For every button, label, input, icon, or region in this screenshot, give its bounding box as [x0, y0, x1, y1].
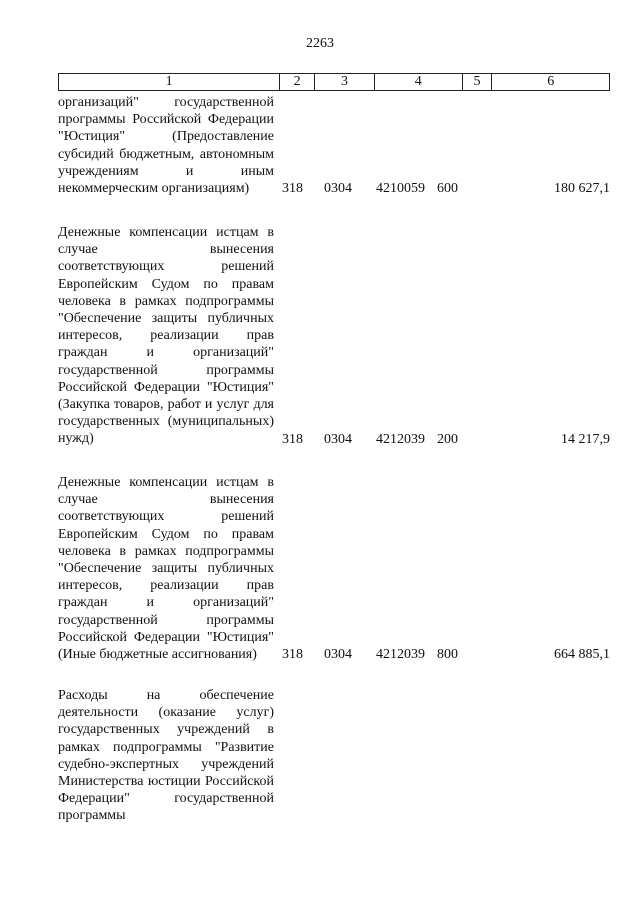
header-col-5: 5 — [463, 74, 493, 90]
row-values — [58, 645, 610, 663]
table-row — [58, 224, 610, 448]
row-amount: 14 217,9 — [561, 431, 610, 447]
header-col-1: 1 — [59, 74, 280, 90]
row-code-3: 0304 — [324, 181, 352, 197]
table-row — [58, 474, 610, 663]
header-col-3: 3 — [315, 74, 375, 90]
row-code-4: 4212039 — [376, 431, 425, 447]
row-code-2: 318 — [282, 647, 303, 663]
row-description: организаций" государственной программы Российской Федерации "Юстиция" (Предоставление субсидий бюджетным, автономным учреждениям и иным некоммерческим организациям) — [58, 95, 274, 197]
row-code-5: 200 — [437, 431, 458, 447]
row-code-5: 800 — [437, 647, 458, 663]
row-code-4: 4212039 — [376, 647, 425, 663]
page-number: 2263 — [306, 36, 334, 51]
table-header — [58, 73, 610, 91]
row-values — [58, 179, 610, 197]
row-amount: 180 627,1 — [554, 181, 610, 197]
header-col-4: 4 — [375, 74, 463, 90]
row-code-2: 318 — [282, 181, 303, 197]
row-code-4: 4210059 — [376, 181, 425, 197]
row-description: Денежные компенсации истцам в случае вынесения соответствующих решений Европейским Судом по правам человека в рамках подпрограммы "Обеспечение защиты публичных интересов, реализации прав граждан и организаций" государственной программы Российской Федерации "Юстиция" (Иные бюджетные ассигнования) — [58, 475, 274, 663]
row-code-2: 318 — [282, 431, 303, 447]
row-code-5: 600 — [437, 181, 458, 197]
row-values — [58, 430, 610, 448]
row-description: Расходы на обеспечение деятельности (оказание услуг) государственных учреждений в рамках подпрограммы "Развитие судебно-экспертных учреждений Министерства юстиции Российской Федерации" государственной программы — [58, 688, 274, 824]
header-col-6: 6 — [547, 74, 555, 89]
row-description: Денежные компенсации истцам в случае вынесения соответствующих решений Европейским Судом по правам человека в рамках подпрограммы "Обеспечение защиты публичных интересов, реализации прав граждан и организаций" государственной программы Российской Федерации "Юстиция" (Закупка товаров, работ и услуг для государственных (муниципальных) нужд) — [58, 225, 274, 447]
row-code-3: 0304 — [324, 647, 352, 663]
row-amount: 664 885,1 — [554, 647, 610, 663]
table-row — [58, 687, 610, 825]
row-code-3: 0304 — [324, 431, 352, 447]
table-row — [58, 94, 610, 197]
header-col-2: 2 — [280, 74, 315, 90]
